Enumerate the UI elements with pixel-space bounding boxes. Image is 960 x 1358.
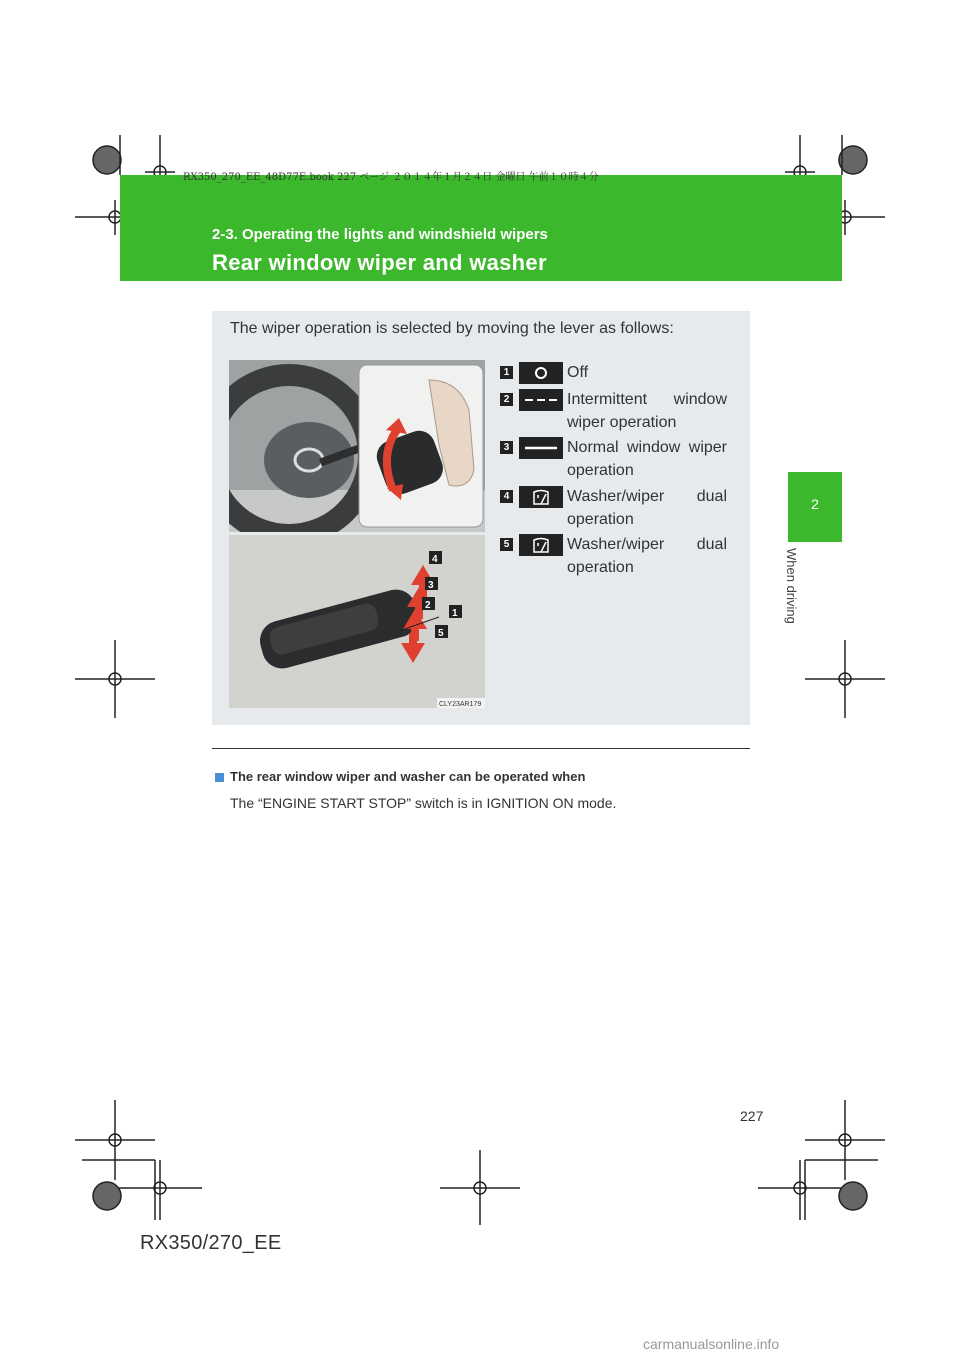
- legend-text: Off: [567, 364, 589, 381]
- steering-wheel-drawing: [229, 360, 485, 532]
- print-info: RX350_270_EE_48D77E.book 227 ページ ２０１４年１月２４日 金曜日 午前１０時４分: [183, 172, 599, 183]
- legend-marker: 4: [500, 490, 513, 503]
- chapter-label: [775, 548, 815, 648]
- legend-item: [500, 486, 730, 532]
- normal-symbol-icon: [519, 437, 563, 459]
- divider: [212, 748, 750, 749]
- legend-item: [500, 534, 730, 580]
- note-bullet-icon: [215, 773, 224, 782]
- watermark: carmanualsonline.info: [643, 1336, 780, 1352]
- chapter-number: 2: [811, 496, 819, 512]
- note-heading: The rear window wiper and washer can be operated when: [230, 769, 586, 784]
- legend-item: [500, 389, 730, 435]
- page-number: 227: [740, 1108, 764, 1124]
- chapter-label-text: When driving: [784, 548, 799, 624]
- off-symbol-icon: [519, 362, 563, 384]
- intermittent-symbol-icon: [519, 389, 563, 411]
- legend-item: [500, 437, 730, 483]
- svg-text:5: 5: [438, 628, 444, 639]
- legend-item: [500, 362, 730, 386]
- note-text: The “ENGINE START STOP” switch is in IGNITION ON mode.: [230, 795, 617, 811]
- page-title: Rear window wiper and washer: [212, 250, 547, 275]
- washer-wiper-symbol-icon: [519, 534, 563, 556]
- legend-text: Washer/wiper dual operation: [567, 488, 727, 528]
- lever-drawing: [229, 535, 485, 708]
- legend-marker: 2: [500, 393, 513, 406]
- legend-marker: 3: [500, 441, 513, 454]
- washer-wiper-symbol-icon: [519, 486, 563, 508]
- legend-marker: 5: [500, 538, 513, 551]
- legend-text: Normal window wiper operation: [567, 439, 727, 479]
- lever-illustration: [229, 535, 485, 708]
- svg-text:3: 3: [428, 580, 434, 591]
- svg-text:1: 1: [452, 608, 458, 619]
- svg-text:4: 4: [432, 554, 438, 565]
- legend-text: Washer/wiper dual operation: [567, 536, 727, 576]
- panel-intro: The wiper operation is selected by moving the lever as follows:: [230, 320, 674, 337]
- legend-text: Intermittent window wiper operation: [567, 391, 727, 431]
- svg-text:2: 2: [425, 600, 431, 611]
- section-label: 2-3. Operating the lights and windshield wipers: [212, 226, 548, 243]
- model-code: RX350/270_EE: [140, 1232, 282, 1254]
- steering-wheel-illustration: [229, 360, 485, 532]
- image-code: CLY23AR179: [439, 701, 482, 708]
- legend-marker: 1: [500, 366, 513, 379]
